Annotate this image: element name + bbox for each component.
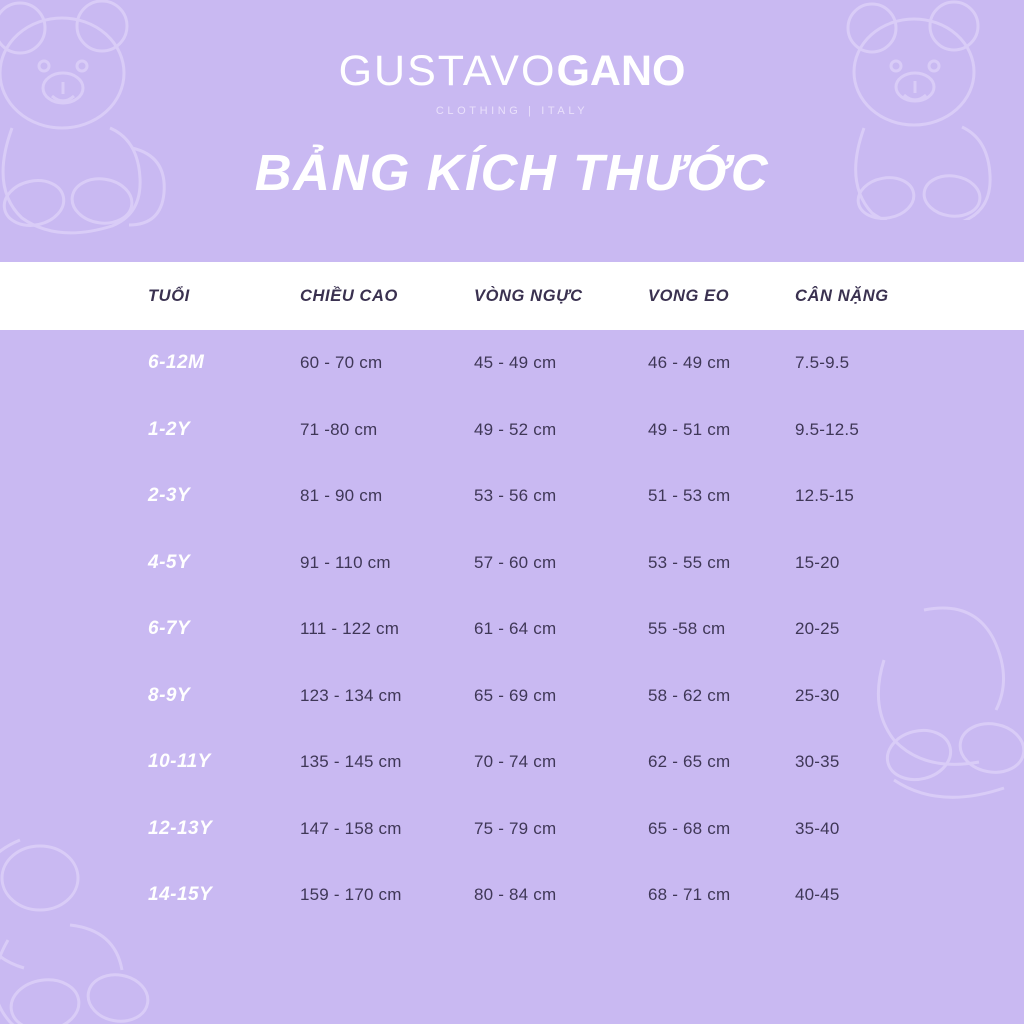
cell-waist: 53 - 55 cm bbox=[648, 552, 731, 572]
cell-chest: 65 - 69 cm bbox=[474, 685, 557, 705]
cell-chest: 75 - 79 cm bbox=[474, 818, 557, 838]
cell-height: 81 - 90 cm bbox=[300, 486, 383, 506]
cell-chest: 80 - 84 cm bbox=[474, 885, 557, 905]
cell-age: 1-2Y bbox=[148, 418, 191, 440]
table-row bbox=[0, 397, 1024, 464]
table-body bbox=[0, 330, 1024, 929]
cell-height: 123 - 134 cm bbox=[300, 685, 402, 705]
table-row bbox=[0, 796, 1024, 863]
cell-waist: 46 - 49 cm bbox=[648, 353, 731, 373]
brand-name-bold: GANO bbox=[556, 47, 686, 95]
cell-waist: 68 - 71 cm bbox=[648, 885, 731, 905]
cell-height: 60 - 70 cm bbox=[300, 353, 383, 373]
brand-name-light: GUSTAVO bbox=[338, 47, 557, 95]
cell-age: 14-15Y bbox=[148, 884, 213, 906]
brand-tagline: CLOTHING | ITALY bbox=[435, 105, 589, 117]
cell-height: 111 - 122 cm bbox=[300, 619, 400, 639]
cell-height: 91 - 110 cm bbox=[300, 552, 391, 572]
column-header-weight: CÂN NẶNG bbox=[795, 286, 889, 305]
cell-weight: 20-25 bbox=[795, 619, 840, 639]
cell-chest: 53 - 56 cm bbox=[474, 486, 557, 506]
brand-name bbox=[0, 47, 1024, 95]
header bbox=[0, 0, 1024, 262]
cell-age: 4-5Y bbox=[148, 551, 191, 573]
cell-weight: 7.5-9.5 bbox=[795, 353, 850, 373]
table-row bbox=[0, 729, 1024, 796]
cell-weight: 35-40 bbox=[795, 818, 840, 838]
cell-waist: 62 - 65 cm bbox=[648, 752, 731, 772]
cell-chest: 45 - 49 cm bbox=[474, 353, 557, 373]
cell-height: 147 - 158 cm bbox=[300, 818, 402, 838]
cell-age: 6-7Y bbox=[148, 618, 191, 640]
table-row bbox=[0, 596, 1024, 663]
cell-waist: 55 -58 cm bbox=[648, 619, 726, 639]
cell-waist: 49 - 51 cm bbox=[648, 419, 731, 439]
column-header-height: CHIỀU CAO bbox=[300, 286, 398, 305]
table-row bbox=[0, 862, 1024, 929]
cell-chest: 57 - 60 cm bbox=[474, 552, 557, 572]
cell-age: 6-12M bbox=[148, 352, 205, 374]
cell-weight: 40-45 bbox=[795, 885, 840, 905]
cell-weight: 15-20 bbox=[795, 552, 840, 572]
column-header-age: TUỔI bbox=[148, 286, 190, 305]
brand-block bbox=[0, 47, 1024, 117]
column-header-chest: VÒNG NGỰC bbox=[474, 286, 583, 305]
cell-chest: 70 - 74 cm bbox=[474, 752, 557, 772]
column-header-waist: VONG EO bbox=[648, 286, 730, 305]
cell-chest: 61 - 64 cm bbox=[474, 619, 557, 639]
cell-age: 8-9Y bbox=[148, 684, 191, 706]
cell-height: 71 -80 cm bbox=[300, 419, 378, 439]
table-row bbox=[0, 530, 1024, 597]
cell-height: 135 - 145 cm bbox=[300, 752, 402, 772]
cell-waist: 58 - 62 cm bbox=[648, 685, 731, 705]
cell-weight: 9.5-12.5 bbox=[795, 419, 859, 439]
table-row bbox=[0, 663, 1024, 730]
table-header-row bbox=[0, 262, 1024, 330]
cell-weight: 12.5-15 bbox=[795, 486, 855, 506]
table-row bbox=[0, 330, 1024, 397]
cell-weight: 30-35 bbox=[795, 752, 840, 772]
cell-age: 2-3Y bbox=[148, 485, 191, 507]
cell-age: 10-11Y bbox=[148, 751, 211, 773]
cell-waist: 51 - 53 cm bbox=[648, 486, 731, 506]
cell-chest: 49 - 52 cm bbox=[474, 419, 557, 439]
cell-age: 12-13Y bbox=[148, 817, 213, 839]
cell-weight: 25-30 bbox=[795, 685, 840, 705]
page-title: BẢNG KÍCH THƯỚC bbox=[254, 144, 770, 201]
table-row bbox=[0, 463, 1024, 530]
cell-waist: 65 - 68 cm bbox=[648, 818, 731, 838]
cell-height: 159 - 170 cm bbox=[300, 885, 402, 905]
